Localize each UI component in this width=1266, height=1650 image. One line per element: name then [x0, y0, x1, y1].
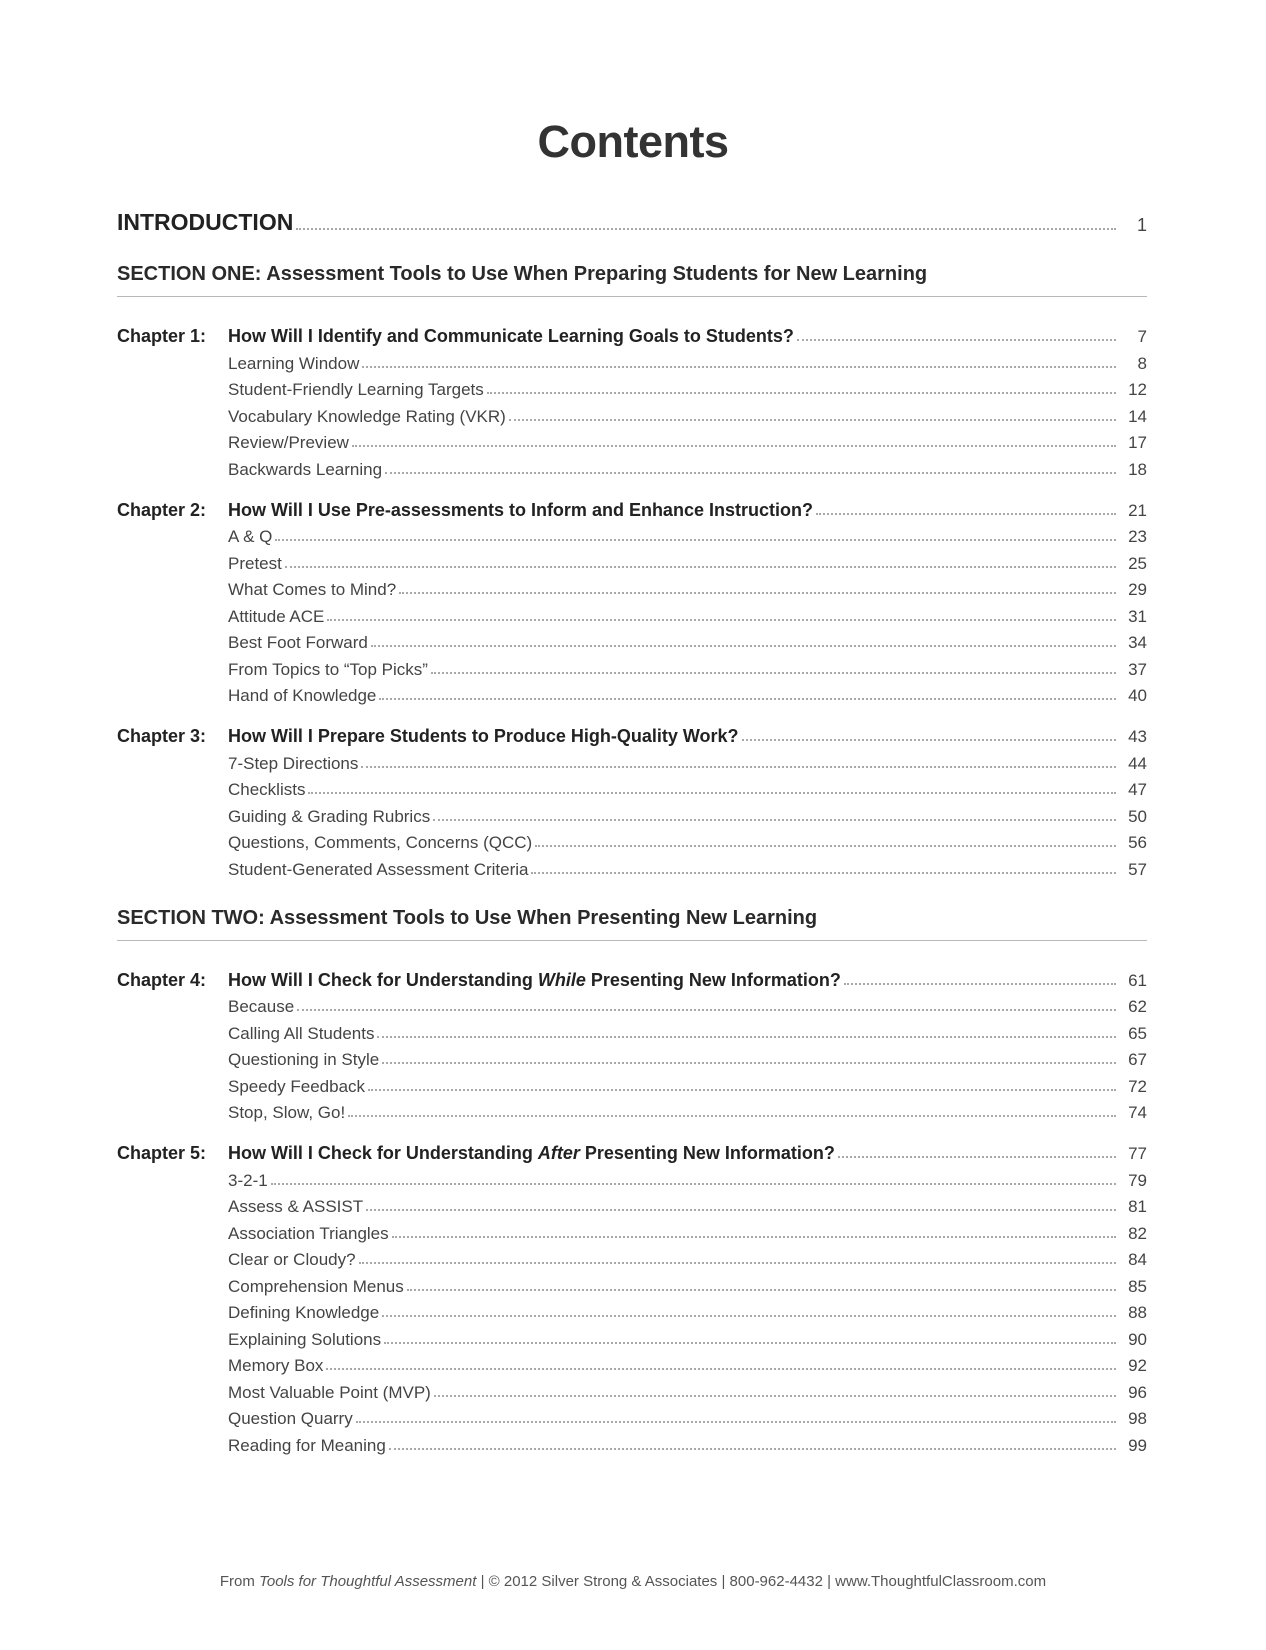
page-number: 65 — [1128, 1023, 1147, 1043]
entry-title: Because — [228, 997, 295, 1016]
toc-entry[interactable] — [228, 374, 1147, 401]
toc-entry[interactable] — [228, 521, 1147, 548]
page-number: 14 — [1128, 406, 1147, 426]
page-number: 7 — [1137, 327, 1147, 346]
toc-section — [117, 903, 1147, 1456]
dot-leader — [509, 419, 1116, 421]
chapter-block — [117, 720, 1147, 880]
chapter-entries — [117, 747, 1147, 880]
toc-entry[interactable] — [228, 747, 1147, 774]
entry-title: Question Quarry — [228, 1409, 353, 1428]
entry-title: Most Valuable Point (MVP) — [228, 1382, 431, 1402]
dot-leader — [382, 1062, 1116, 1064]
chapter-entry[interactable] — [117, 720, 1147, 747]
dot-leader — [385, 472, 1116, 474]
dot-leader — [434, 1395, 1116, 1397]
entry-title: Stop, Slow, Go! — [228, 1103, 346, 1122]
chapter-label: Chapter 1: — [117, 326, 207, 346]
toc-entry[interactable] — [228, 1323, 1147, 1350]
chapter-title-emphasis: After — [537, 1143, 580, 1163]
entry-title: Vocabulary Knowledge Rating (VKR) — [228, 406, 506, 426]
section-title: Assessment Tools to Use When Preparing Students for New Learning — [266, 263, 928, 285]
dot-leader — [308, 792, 1116, 794]
dot-leader — [389, 1448, 1116, 1450]
toc-entry[interactable] — [228, 1297, 1147, 1324]
page-number: 44 — [1128, 753, 1147, 773]
chapter-title-part: How Will I Check for Understanding — [228, 1143, 538, 1163]
entry-title: A & Q — [228, 527, 273, 546]
entry-title: Pretest — [228, 553, 282, 573]
dot-leader — [742, 739, 1116, 741]
page-number: 56 — [1128, 833, 1147, 852]
toc-entry[interactable] — [228, 547, 1147, 574]
toc-entry[interactable] — [228, 1097, 1147, 1124]
entry-title: Defining Knowledge — [228, 1303, 380, 1322]
page-number: 18 — [1128, 459, 1147, 479]
page-number: 77 — [1128, 1144, 1147, 1163]
page-number: 62 — [1128, 997, 1147, 1016]
page-number: 99 — [1128, 1435, 1147, 1455]
chapter-title — [228, 970, 841, 991]
entry-title: Checklists — [228, 780, 306, 799]
chapter-entries — [117, 347, 1147, 480]
dot-leader — [362, 366, 1116, 368]
page-number: 74 — [1128, 1103, 1147, 1122]
page-number: 23 — [1128, 527, 1147, 546]
page-number: 40 — [1128, 686, 1147, 705]
entry-title: Calling All Students — [228, 1023, 375, 1043]
toc-entry[interactable] — [228, 853, 1147, 880]
toc-entry[interactable] — [228, 827, 1147, 854]
entry-title: Reading for Meaning — [228, 1435, 386, 1455]
dot-leader — [797, 339, 1116, 341]
dot-leader — [371, 645, 1116, 647]
dot-leader — [366, 1209, 1116, 1211]
dot-leader — [368, 1089, 1116, 1091]
page-number: 21 — [1128, 500, 1147, 520]
page-number: 31 — [1128, 606, 1147, 626]
page-number: 88 — [1128, 1303, 1147, 1322]
entry-title: Review/Preview — [228, 433, 349, 452]
page-number: 1 — [1136, 215, 1147, 235]
toc-entry[interactable] — [228, 627, 1147, 654]
section-heading — [117, 903, 1147, 941]
entry-title: Learning Window — [228, 353, 360, 373]
page-number: 92 — [1128, 1356, 1147, 1375]
toc-entry[interactable] — [228, 774, 1147, 801]
entry-title: 7-Step Directions — [228, 753, 359, 773]
chapter-title: How Will I Use Pre-assessments to Inform and Enhance Instruction? — [228, 499, 813, 520]
section-heading — [117, 259, 1147, 297]
entry-title: Guiding & Grading Rubrics — [228, 806, 431, 826]
dot-leader — [285, 566, 1116, 568]
toc-entry[interactable] — [228, 1403, 1147, 1430]
dot-leader — [296, 228, 1116, 230]
toc-entry[interactable] — [228, 1164, 1147, 1191]
chapter-entry[interactable] — [117, 1137, 1147, 1164]
dot-leader — [356, 1421, 1116, 1423]
entry-title: Student-Generated Assessment Criteria — [228, 859, 529, 879]
toc-entry[interactable] — [228, 680, 1147, 707]
chapter-label: Chapter 4: — [117, 969, 207, 990]
chapter-title — [228, 1143, 835, 1164]
page-number: 47 — [1128, 780, 1147, 799]
dot-leader — [361, 766, 1116, 768]
toc-entry[interactable] — [228, 1376, 1147, 1403]
dot-leader — [348, 1115, 1116, 1117]
dot-leader — [271, 1183, 1116, 1185]
entry-title: What Comes to Mind? — [228, 580, 397, 599]
dot-leader — [844, 983, 1116, 985]
toc-entry[interactable] — [228, 347, 1147, 374]
dot-leader — [535, 845, 1116, 847]
dot-leader — [379, 698, 1116, 700]
entry-title: Speedy Feedback — [228, 1076, 366, 1096]
toc-entry[interactable] — [228, 1217, 1147, 1244]
dot-leader — [275, 539, 1116, 541]
entry-title: Association Triangles — [228, 1223, 389, 1243]
page-number: 72 — [1128, 1076, 1147, 1096]
toc-entry[interactable] — [228, 1270, 1147, 1297]
page-number: 25 — [1128, 553, 1147, 573]
page-number: 57 — [1128, 859, 1147, 879]
page-number: 43 — [1128, 727, 1147, 746]
chapter-title: How Will I Identify and Communicate Learning Goals to Students? — [228, 326, 794, 346]
page-number: 84 — [1128, 1250, 1147, 1269]
footer — [0, 1573, 1266, 1590]
page-number: 37 — [1128, 659, 1147, 679]
chapter-title-part: Presenting New Information? — [585, 969, 841, 990]
page-number: 12 — [1128, 380, 1147, 399]
toc-entry[interactable] — [228, 1350, 1147, 1377]
entry-title: Student-Friendly Learning Targets — [228, 380, 484, 399]
entry-title: Hand of Knowledge — [228, 686, 377, 705]
dot-leader — [359, 1262, 1116, 1264]
toc-entry[interactable] — [228, 800, 1147, 827]
chapter-block — [117, 964, 1147, 1124]
entry-title: Comprehension Menus — [228, 1276, 404, 1296]
toc-entry[interactable] — [228, 400, 1147, 427]
chapter-title-part: How Will I Check for Understanding — [228, 969, 538, 990]
page-number: 50 — [1128, 806, 1147, 826]
toc-entry[interactable] — [228, 427, 1147, 454]
chapter-entries — [117, 521, 1147, 707]
entry-title: Best Foot Forward — [228, 633, 368, 652]
entry-title: Questioning in Style — [228, 1050, 380, 1069]
footer-copyright: | © 2012 Silver Strong & Associates | 800-962-4432 | www.ThoughtfulClassroom.com — [476, 1573, 1047, 1590]
dot-leader — [838, 1156, 1116, 1158]
chapter-title: How Will I Prepare Students to Produce High-Quality Work? — [228, 726, 739, 746]
page-number: 90 — [1128, 1329, 1147, 1349]
footer-book-title: Tools for Thoughtful Assessment — [259, 1573, 477, 1590]
toc-entry[interactable] — [228, 653, 1147, 680]
dot-leader — [352, 445, 1116, 447]
dot-leader — [392, 1236, 1116, 1238]
chapter-entry[interactable] — [117, 320, 1147, 347]
dot-leader — [816, 513, 1116, 515]
section-title: Assessment Tools to Use When Presenting New Learning — [269, 906, 818, 929]
footer-prefix: From — [219, 1573, 260, 1590]
toc-entry[interactable] — [228, 1044, 1147, 1071]
dot-leader — [399, 592, 1116, 594]
toc-entry[interactable] — [228, 1429, 1147, 1456]
chapter-entry[interactable] — [117, 494, 1147, 521]
chapter-entries — [117, 1164, 1147, 1456]
dot-leader — [433, 819, 1116, 821]
entry-title: Explaining Solutions — [228, 1329, 382, 1349]
entry-title: 3-2-1 — [228, 1170, 268, 1190]
entry-title: Memory Box — [228, 1356, 324, 1375]
chapter-title-emphasis: While — [537, 969, 586, 990]
toc-entry[interactable] — [228, 1070, 1147, 1097]
chapter-title-part: Presenting New Information? — [579, 1143, 835, 1163]
page-number: 79 — [1128, 1170, 1147, 1190]
chapter-entry[interactable] — [117, 964, 1147, 991]
toc-section — [117, 259, 1147, 880]
entry-title: Clear or Cloudy? — [228, 1250, 356, 1269]
page-number: 85 — [1128, 1276, 1147, 1296]
dot-leader — [326, 1368, 1116, 1370]
dot-leader — [531, 872, 1116, 874]
toc-entry[interactable] — [228, 574, 1147, 601]
entry-title: Assess & ASSIST — [228, 1197, 364, 1216]
dot-leader — [327, 619, 1116, 621]
chapter-block — [117, 1137, 1147, 1456]
toc-entry[interactable] — [228, 1244, 1147, 1271]
chapter-label: Chapter 3: — [117, 726, 207, 746]
entry-title: Questions, Comments, Concerns (QCC) — [228, 833, 533, 852]
page-number: 96 — [1128, 1382, 1147, 1402]
page-title: Contents — [537, 116, 729, 167]
dot-leader — [487, 392, 1116, 394]
sections-container — [117, 259, 1147, 1456]
chapter-block — [117, 320, 1147, 480]
dot-leader — [431, 672, 1116, 674]
introduction-label: INTRODUCTION — [117, 209, 294, 235]
introduction-entry[interactable] — [117, 198, 1147, 236]
page-number: 67 — [1128, 1050, 1147, 1069]
chapter-entries — [117, 991, 1147, 1124]
entry-title: Backwards Learning — [228, 459, 383, 479]
entry-title: From Topics to “Top Picks” — [228, 659, 428, 679]
page-number: 82 — [1128, 1223, 1147, 1243]
page-number: 17 — [1128, 433, 1147, 452]
dot-leader — [384, 1342, 1116, 1344]
chapter-label: Chapter 2: — [117, 499, 207, 520]
dot-leader — [382, 1315, 1116, 1317]
toc-entry[interactable] — [228, 991, 1147, 1018]
toc-entry[interactable] — [228, 1017, 1147, 1044]
page-number: 81 — [1128, 1197, 1147, 1216]
page-number: 98 — [1128, 1409, 1147, 1428]
page-number: 61 — [1128, 970, 1147, 990]
toc-entry[interactable] — [228, 453, 1147, 480]
toc-entry[interactable] — [228, 600, 1147, 627]
chapter-block — [117, 494, 1147, 707]
table-of-contents — [117, 198, 1147, 1470]
page-number: 8 — [1137, 353, 1147, 373]
page-number: 29 — [1128, 580, 1147, 599]
entry-title: Attitude ACE — [228, 606, 325, 626]
section-label: SECTION TWO: — [117, 906, 265, 929]
dot-leader — [377, 1036, 1116, 1038]
page-number: 34 — [1128, 633, 1147, 652]
dot-leader — [297, 1009, 1116, 1011]
toc-entry[interactable] — [228, 1191, 1147, 1218]
section-label: SECTION ONE: — [117, 263, 262, 285]
chapter-label: Chapter 5: — [117, 1143, 207, 1163]
dot-leader — [407, 1289, 1116, 1291]
